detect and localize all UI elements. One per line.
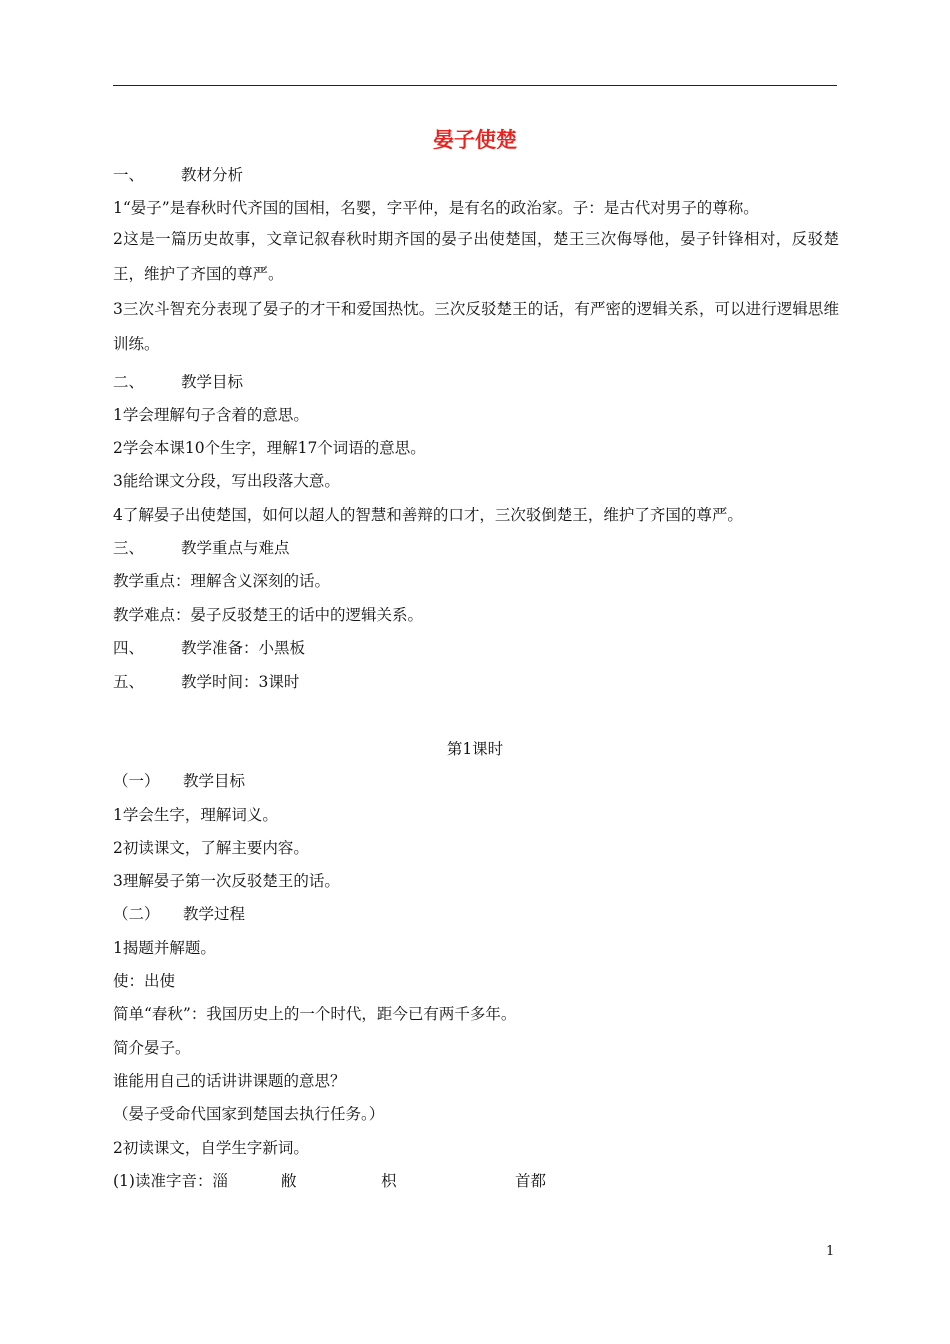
subsection-number: （一） (113, 772, 160, 790)
list-item: 3能给课文分段，写出段落大意。 (113, 472, 340, 490)
section-3-heading (113, 536, 290, 558)
section-4-heading (113, 636, 305, 658)
section-5-heading (113, 670, 299, 692)
section-text: 教材分析 (181, 166, 244, 184)
pronunciation-label: (1)读准字音：淄 (113, 1172, 228, 1190)
character-item: 敝 (281, 1172, 297, 1190)
paragraph: 使：出使 (113, 972, 176, 990)
section-text: 教学准备：小黑板 (181, 639, 306, 657)
paragraph: 1“晏子”是春秋时代齐国的国相，名婴，字平仲，是有名的政治家。子：是古代对男子的尊称。 (113, 199, 759, 217)
subsection-text: 教学过程 (183, 905, 246, 923)
paragraph: （晏子受命代国家到楚国去执行任务。） (113, 1105, 385, 1123)
list-item: 4了解晏子出使楚国，如何以超人的智慧和善辩的口才，三次驳倒楚王，维护了齐国的尊严。 (113, 506, 743, 524)
section-number: 四、 (113, 639, 145, 657)
section-number: 二、 (113, 373, 145, 391)
section-text: 教学时间：3课时 (181, 673, 300, 691)
list-item: 1揭题并解题。 (113, 939, 216, 957)
list-item: 1学会理解句子含着的意思。 (113, 406, 309, 424)
section-number: 三、 (113, 539, 145, 557)
list-item: 2初读课文，自学生字新词。 (113, 1139, 309, 1157)
document-title: 晏子使楚 (433, 128, 517, 152)
section-text: 教学重点与难点 (181, 539, 290, 557)
header-rule (113, 85, 837, 86)
paragraph: 简单“春秋”：我国历史上的一个时代，距今已有两千多年。 (113, 1005, 517, 1023)
subsection-number: （二） (113, 905, 160, 923)
list-item: 1学会生字，理解词义。 (113, 806, 278, 824)
paragraph: 谁能用自己的话讲讲课题的意思？ (113, 1072, 346, 1090)
paragraph: 教学重点：理解含义深刻的话。 (113, 572, 331, 590)
section-text: 教学目标 (181, 373, 244, 391)
paragraph: 教学难点：晏子反驳楚王的话中的逻辑关系。 (113, 606, 424, 624)
page-number: 1 (826, 1244, 835, 1259)
list-item: 3理解晏子第一次反驳楚王的话。 (113, 872, 340, 890)
section-number: 五、 (113, 673, 145, 691)
list-item: 2初读课文，了解主要内容。 (113, 839, 309, 857)
lesson-heading: 第1课时 (446, 740, 504, 758)
section-1-heading (113, 163, 243, 185)
section-2-heading (113, 370, 243, 392)
paragraph: 简介晏子。 (113, 1039, 191, 1057)
paragraph: 2这是一篇历史故事，文章记叙春秋时期齐国的晏子出使楚国，楚王三次侮辱他，晏子针锋相对，反驳楚王，维护了齐国的尊严。 (113, 230, 839, 283)
character-item: 枳 (381, 1172, 397, 1190)
subsection-heading (113, 902, 245, 924)
section-number: 一、 (113, 166, 145, 184)
paragraph: 3三次斗智充分表现了晏子的才干和爱国热忱。三次反驳楚王的话，有严密的逻辑关系，可以进行逻辑思维训练。 (113, 300, 839, 353)
subsection-text: 教学目标 (183, 772, 246, 790)
pronunciation-row (113, 1169, 546, 1191)
list-item: 2学会本课10个生字，理解17个词语的意思。 (113, 439, 426, 457)
subsection-heading (113, 769, 245, 791)
character-item: 首都 (515, 1172, 547, 1190)
